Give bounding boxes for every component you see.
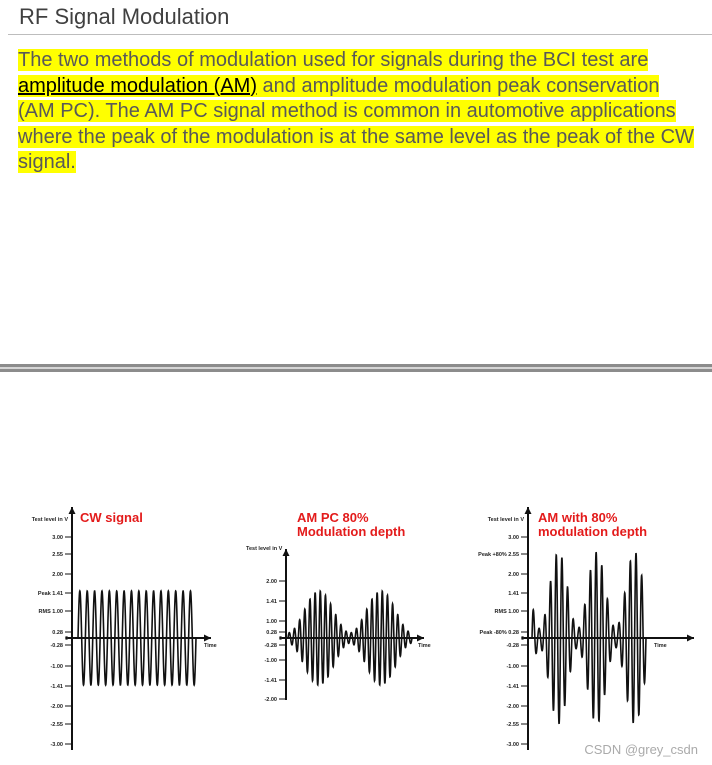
chart-2-ytick-label: 0.28 bbox=[266, 630, 277, 636]
chart-2-ytick-label: 0 bbox=[278, 636, 282, 642]
chart-1-waveform bbox=[78, 591, 196, 685]
chart-3-ytick-label: Peak -80% 0.28 bbox=[479, 630, 519, 636]
chart-2-ytick-label: -2.00 bbox=[264, 697, 277, 703]
chart-1-ytick-label: -0.28 bbox=[50, 643, 63, 649]
chart-1-y-axis-head bbox=[69, 507, 76, 514]
chart-1-ytick-label: -3.00 bbox=[50, 742, 63, 748]
chart-3-ytick-label: -3.00 bbox=[506, 742, 519, 748]
chart-1-ytick-label: 3.00 bbox=[52, 535, 63, 541]
chart-1-title: CW signal bbox=[80, 510, 143, 525]
chart-1-ytick-label: 0 bbox=[64, 636, 68, 642]
chart-2-x-axis-head bbox=[417, 635, 424, 642]
chart-3-ytick-label: 0 bbox=[520, 636, 524, 642]
watermark: CSDN @grey_csdn bbox=[584, 742, 698, 757]
am-link[interactable]: amplitude modulation (AM) bbox=[18, 74, 257, 97]
chart-2-ytick-label: 1.41 bbox=[266, 599, 277, 605]
chart-2-ytick-label: -0.28 bbox=[264, 643, 277, 649]
chart-1-ytick-label: 2.00 bbox=[52, 572, 63, 578]
chart-3-ytick-label: 2.00 bbox=[508, 572, 519, 578]
chart-1-x-axis-head bbox=[204, 635, 211, 642]
chart-2-ytick-label: 2.00 bbox=[266, 579, 277, 585]
chart-1-ytick-label: 2.55 bbox=[52, 552, 63, 558]
chart-3-x-axis-head bbox=[687, 635, 694, 642]
chart-1-xlabel: Time bbox=[204, 643, 217, 649]
chart-2-ytick-label: -1.00 bbox=[264, 658, 277, 664]
page-title: RF Signal Modulation bbox=[19, 4, 230, 29]
chart-3-y-axis-head bbox=[525, 507, 532, 514]
description-paragraph bbox=[18, 48, 698, 176]
chart-3-xlabel: Time bbox=[654, 643, 667, 649]
chart-3-ytick-label: -2.00 bbox=[506, 704, 519, 710]
chart-3-ylabel: Test level in V bbox=[487, 517, 524, 523]
chart-2-title-line: Modulation depth bbox=[297, 524, 406, 539]
chart-2-y-axis-head bbox=[283, 549, 290, 556]
chart-3-ytick-label: -1.41 bbox=[506, 684, 519, 690]
chart-3-title-line: AM with 80% bbox=[538, 510, 618, 525]
chart-3-ytick-label: -2.55 bbox=[506, 722, 519, 728]
chart-3-ytick-label: 1.41 bbox=[508, 591, 519, 597]
highlighted-text-1: The two methods of modulation used for signals during the BCI test are bbox=[18, 49, 649, 71]
chart-1-ytick-label: -2.55 bbox=[50, 722, 63, 728]
chart-2-waveform bbox=[288, 591, 412, 684]
chart-1-ytick-label: -1.41 bbox=[50, 684, 63, 690]
highlighted-text-2: and amplitude modulation peak conservation (AM PC). The AM PC signal method is common in automotive applications where the peak of the modulation is at the same level as the peak of the CW signal. bbox=[18, 74, 694, 173]
chart-1-ytick-label: -1.00 bbox=[50, 664, 63, 670]
chart-1-ytick-label: 0.28 bbox=[52, 630, 63, 636]
chart-1-ytick-label: RMS 1.00 bbox=[38, 609, 63, 615]
chart-3-ytick-label: RMS 1.00 bbox=[494, 609, 519, 615]
chart-3-ytick-label: 3.00 bbox=[508, 535, 519, 541]
chart-2-ytick-label: -1.41 bbox=[264, 678, 277, 684]
chart-3-title-line: modulation depth bbox=[538, 524, 648, 539]
chart-3-ytick-label: -1.00 bbox=[506, 664, 519, 670]
chart-2-ytick-label: 1.00 bbox=[266, 619, 277, 625]
title-rule bbox=[8, 34, 712, 35]
chart-3-ytick-label: -0.28 bbox=[506, 643, 519, 649]
chart-2-title-line: AM PC 80% bbox=[297, 510, 369, 525]
chart-1-ytick-label: -2.00 bbox=[50, 704, 63, 710]
chart-3-waveform bbox=[532, 552, 646, 724]
chart-2-ylabel: Test level in V bbox=[246, 546, 283, 552]
chart-3-ytick-label: Peak +80% 2.55 bbox=[478, 552, 519, 558]
chart-2-xlabel: Time bbox=[418, 643, 431, 649]
chart-1-ylabel: Test level in V bbox=[31, 517, 68, 523]
chart-1-ytick-label: Peak 1.41 bbox=[37, 591, 63, 597]
modulation-charts bbox=[0, 500, 712, 765]
modulation-figure bbox=[0, 500, 712, 765]
section-divider-highlight bbox=[0, 367, 712, 369]
